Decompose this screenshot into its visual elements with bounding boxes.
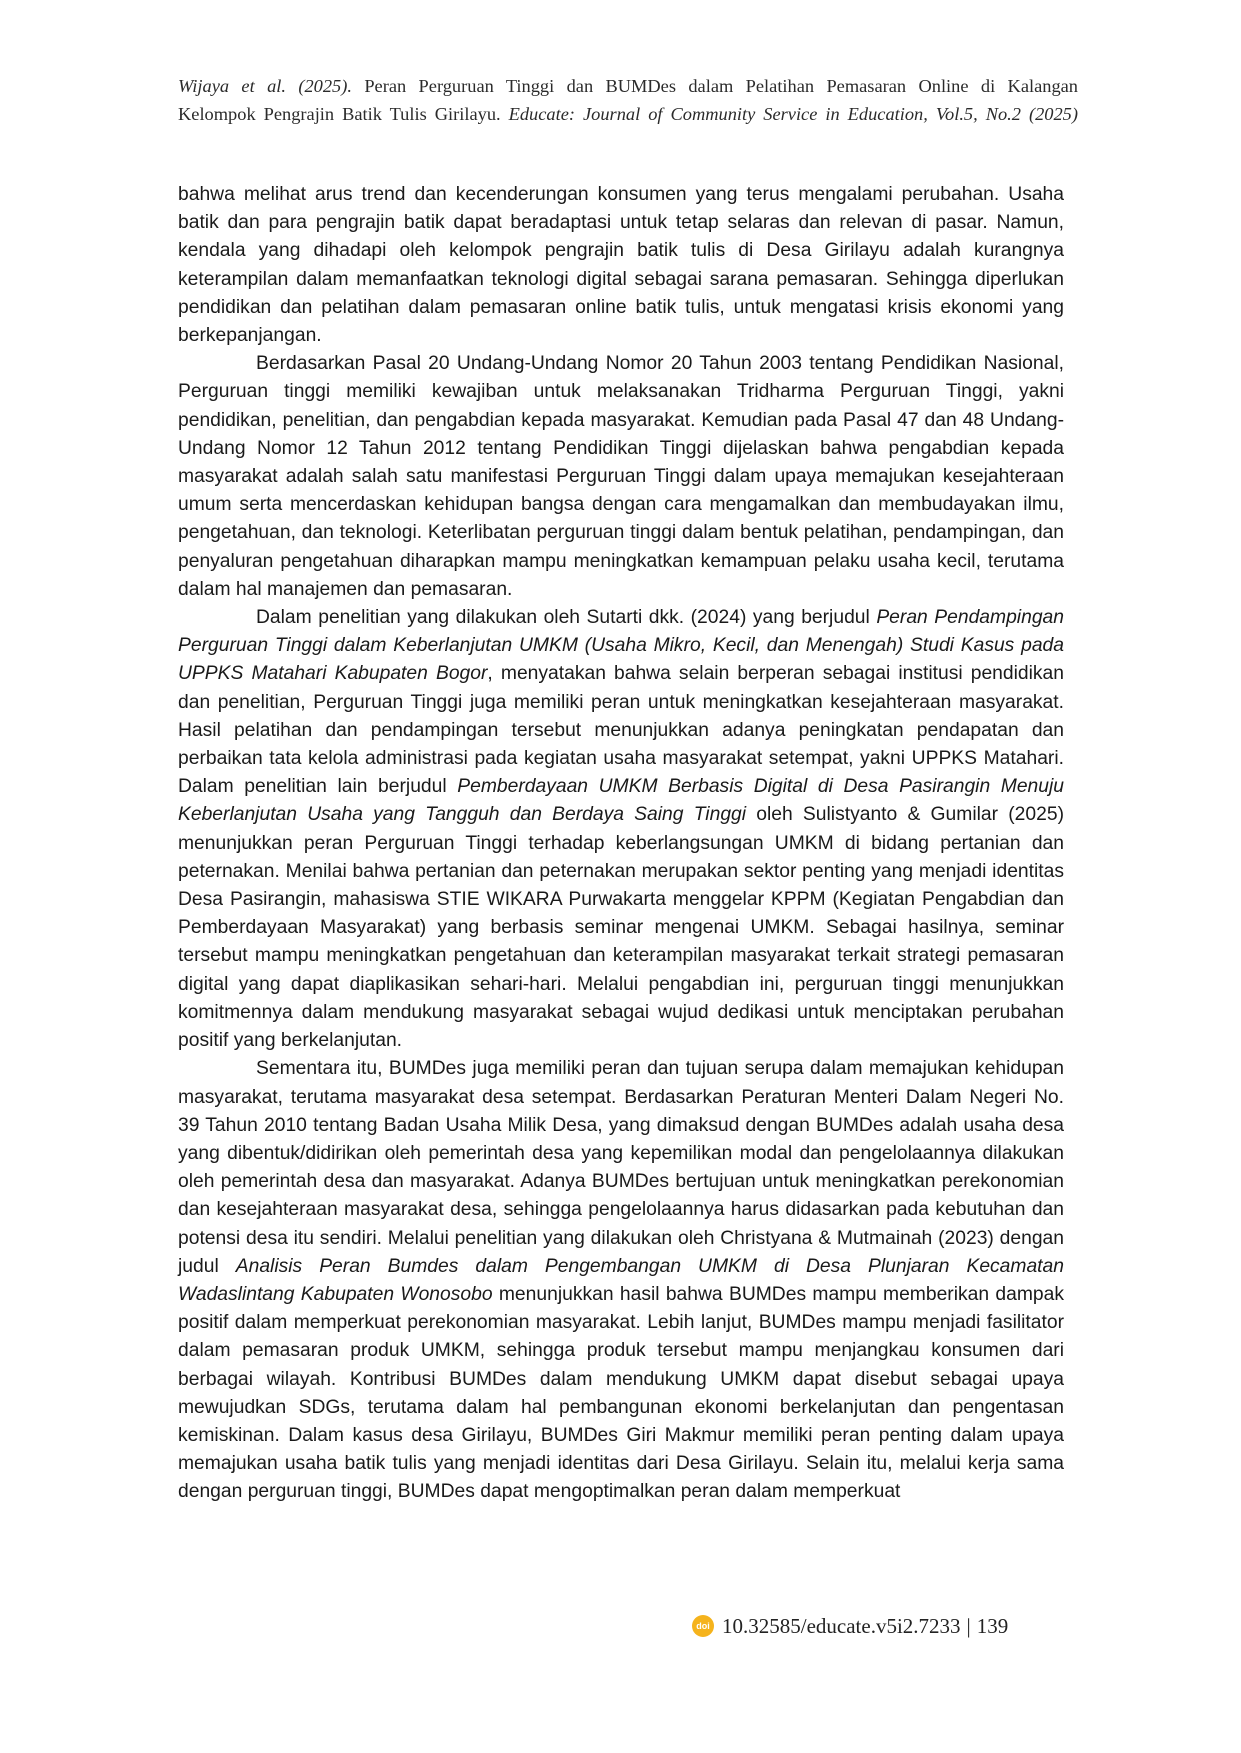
paragraph-3: [178, 604, 1064, 1055]
header-article-title-part2: Kelompok Pengrajin Batik Tulis Girilayu.: [178, 104, 509, 124]
doi-icon: doi: [692, 1615, 714, 1637]
paragraph-2: Berdasarkan Pasal 20 Undang-Undang Nomor 20 Tahun 2003 tentang Pendidikan Nasional, Perguruan tinggi memiliki kewajiban untuk melaksanakan Tridharma Perguruan Tinggi, yakni pendidikan, penelitian, dan pengabdian kepada masyarakat. Kemudian pada Pasal 47 dan 48 Undang-Undang Nomor 12 Tahun 2012 tentang Pendidikan Tinggi dijelaskan bahwa pengabdian kepada masyarakat adalah salah satu manifestasi Perguruan Tinggi dalam upaya memajukan kesejahteraan umum serta mencerdaskan kehidupan bangsa dengan cara mengamalkan dan membudayakan ilmu, pengetahuan, dan teknologi. Keterlibatan perguruan tinggi dalam bentuk pelatihan, pendampingan, dan penyaluran pengetahuan diharapkan mampu meningkatkan kemampuan pelaku usaha kecil, terutama dalam hal manajemen dan pemasaran.: [178, 353, 1064, 600]
header-line-2: [178, 100, 1078, 128]
paragraph-3-cited-title-1: Peran Pendampingan Perguruan Tinggi dalam Keberlanjutan UMKM (Usaha Mikro, Kecil, dan Menengah) Studi Kasus pada UPPKS Matahari Kabupaten Bogor: [178, 607, 1064, 685]
running-header: [178, 72, 1078, 128]
paragraph-4-text-b: menunjukkan hasil bahwa BUMDes mampu memberikan dampak positif dalam memperkuat perekonomian masyarakat. Lebih lanjut, BUMDes mampu menjadi fasilitator dalam pemasaran produk UMKM, sehingga produk tersebut mampu menjangkau konsumen dari berbagai wilayah. Kontribusi BUMDes dalam mendukung UMKM dapat disebut sebagai upaya mewujudkan SDGs, terutama dalam hal pembangunan ekonomi berkelanjutan dan pengentasan kemiskinan. Dalam kasus desa Girilayu, BUMDes Giri Makmur memiliki peran penting dalam upaya memajukan usaha batik tulis yang menjadi identitas dari Desa Girilayu. Selain itu, melalui kerja sama dengan perguruan tinggi, BUMDes dapat mengoptimalkan peran dalam memperkuat: [178, 1283, 1064, 1503]
header-article-title-part1: Peran Perguruan Tinggi dan BUMDes dalam Pelatihan Pemasaran Online di Kalangan: [351, 76, 1079, 96]
header-authors: Wijaya et al. (2025).: [178, 76, 352, 96]
page-footer: [692, 1611, 1008, 1641]
page-number: 139: [976, 1613, 1009, 1638]
paragraph-3-text-c: oleh Sulistyanto & Gumilar (2025) menunjukkan peran Perguruan Tinggi terhadap keberlangsungan UMKM di bidang pertanian dan peternakan. Menilai bahwa pertanian dan peternakan merupakan sektor penting yang menjadi identitas Desa Pasirangin, mahasiswa STIE WIKARA Purwakarta menggelar KPPM (Kegiatan Pengabdian dan Pemberdayaan Masyarakat) yang berbasis seminar mengenai UMKM. Sebagai hasilnya, seminar tersebut mampu meningkatkan pengetahuan dan keterampilan masyarakat terkait strategi pemasaran digital yang dapat diaplikasikan sehari-hari. Melalui pengabdian ini, perguruan tinggi menunjukkan komitmennya dalam mendukung masyarakat sebagai wujud dedikasi untuk menciptakan perubahan positif yang berkelanjutan.: [178, 804, 1064, 1052]
paragraph-3-cited-title-2: Pemberdayaan UMKM Berbasis Digital di Desa Pasirangin Menuju Keberlanjutan Usaha yang Tangguh dan Berdaya Saing Tinggi: [178, 776, 1065, 826]
doi-link[interactable]: 10.32585/educate.v5i2.7233: [722, 1613, 961, 1638]
paragraph-4-text-a: Sementara itu, BUMDes juga memiliki peran dan tujuan serupa dalam memajukan kehidupan masyarakat, terutama masyarakat desa setempat. Berdasarkan Peraturan Menteri Dalam Negeri No. 39 Tahun 2010 tentang Badan Usaha Milik Desa, yang dimaksud dengan BUMDes adalah usaha desa yang dibentuk/didirikan oleh pemerintah desa yang kepemilikan modal dan pengelolaannya dilakukan oleh pemerintah desa dan masyarakat. Adanya BUMDes bertujuan untuk meningkatkan perekonomian dan kesejahteraan masyarakat desa, sehingga pengelolaannya harus didasarkan pada kebutuhan dan potensi desa itu sendiri. Melalui penelitian yang dilakukan oleh Christyana & Mutmainah (2023) dengan judul: [178, 1058, 1064, 1277]
footer-separator: |: [966, 1613, 971, 1638]
body-text: [178, 181, 1064, 1507]
paragraph-1: bahwa melihat arus trend dan kecenderungan konsumen yang terus mengalami perubahan. Usaha batik dan para pengrajin batik dapat beradaptasi untuk tetap selaras dan relevan di pasar. Namun, kendala yang dihadapi oleh kelompok pengrajin batik tulis di Desa Girilayu adalah kurangnya keterampilan dalam memanfaatkan teknologi digital sebagai sarana pemasaran. Sehingga diperlukan pendidikan dan pelatihan dalam pemasaran online batik tulis, untuk mengatasi krisis ekonomi yang berkepanjangan.: [178, 184, 1064, 347]
paragraph-4: [178, 1055, 1064, 1506]
header-journal: Educate: Journal of Community Service in Education, Vol.5, No.2 (2025): [508, 104, 1078, 124]
header-line-1: [178, 72, 1078, 100]
paragraph-3-text-a: Dalam penelitian yang dilakukan oleh Sutarti dkk. (2024) yang berjudul: [256, 607, 877, 629]
paragraph-4-cited-title: Analisis Peran Bumdes dalam Pengembangan UMKM di Desa Plunjaran Kecamatan Wadaslintang Kabupaten Wonosobo: [178, 1255, 1064, 1305]
paragraph-3-text-b: , menyatakan bahwa selain berperan sebagai institusi pendidikan dan penelitian, Perguruan Tinggi juga memiliki peran untuk meningkatkan kesejahteraan masyarakat. Hasil pelatihan dan pendampingan tersebut menunjukkan adanya peningkatan pendapatan dan perbaikan tata kelola administrasi pada kegiatan usaha masyarakat setempat, yakni UPPKS Matahari. Dalam penelitian lain berjudul: [178, 663, 1064, 798]
